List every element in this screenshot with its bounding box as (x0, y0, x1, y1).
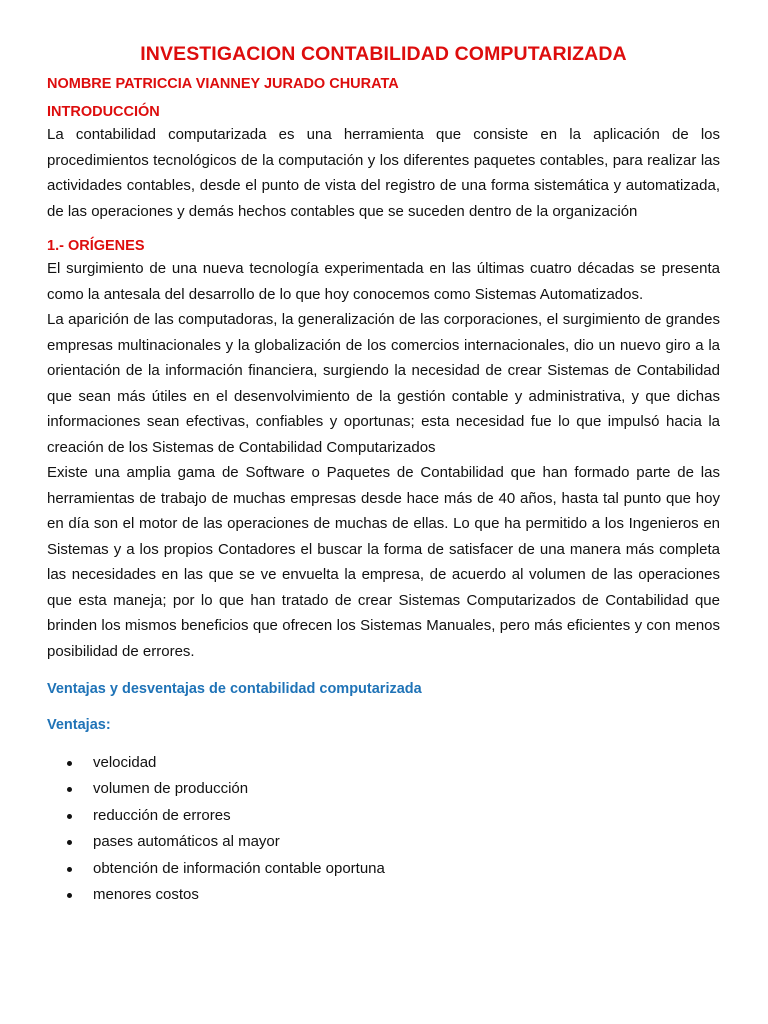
list-item-text: reducción de errores (93, 806, 231, 824)
advantages-heading: Ventajas: (47, 717, 111, 733)
origins-paragraph-1: El surgimiento de una nueva tecnología experimentada en las últimas cuatro décadas se presenta como la antesala del desarrollo de lo que hoy conocemos como Sistemas Automatizados. (47, 260, 720, 303)
advantages-list (47, 750, 720, 908)
bullet-icon (67, 814, 72, 819)
introduction-heading: INTRODUCCIÓN (47, 104, 160, 120)
bullet-icon (67, 761, 72, 766)
bullet-icon (67, 840, 72, 845)
document-title: INVESTIGACION CONTABILIDAD COMPUTARIZADA (140, 43, 627, 65)
list-item (47, 750, 720, 776)
author-line: NOMBRE PATRICCIA VIANNEY JURADO CHURATA (47, 76, 399, 92)
list-item (47, 856, 720, 882)
list-item-text: obtención de información contable oportuna (93, 859, 385, 877)
list-item (47, 803, 720, 829)
list-item-text: velocidad (93, 754, 157, 771)
list-item-text: menores costos (93, 886, 199, 904)
origins-paragraph-2: La aparición de las computadoras, la generalización de las corporaciones, el surgimiento de grandes empresas multinacionales y la globalización de los comercios internacionales, dio un nuevo giro a la orientación de la información financiera, surgiendo la necesidad de crear Sistemas de Contabilidad que sean más útiles en el desenvolvimiento de la gestión contable y administrativa, y que dichas informaciones sean efectivas, confiables y oportunas; esta necesidad fue lo que impulsó hacia la creación de los Sistemas de Contabilidad Computarizados (47, 311, 720, 456)
list-item (47, 882, 720, 908)
list-item (47, 776, 720, 802)
list-item-text: volumen de producción (93, 780, 249, 798)
bullet-icon (67, 787, 72, 792)
advantages-disadvantages-heading: Ventajas y desventajas de contabilidad computarizada (47, 681, 422, 697)
introduction-paragraph: La contabilidad computarizada es una herramienta que consiste en la aplicación de los procedimientos tecnológicos de la computación y los diferentes paquetes contables, para realizar las actividades contables, desde el punto de vista del registro de una forma sistemática y automatizada, de las operaciones y demás hechos contables que se suceden dentro de la organización (47, 126, 720, 220)
origins-heading: 1.- ORÍGENES (47, 238, 145, 254)
list-item (47, 829, 720, 855)
bullet-icon (67, 893, 72, 898)
bullet-icon (67, 867, 72, 872)
list-item-text: pases automáticos al mayor (93, 833, 280, 851)
origins-paragraph-3: Existe una amplia gama de Software o Paquetes de Contabilidad que han formado parte de las herramientas de trabajo de muchas empresas desde hace más de 40 años, hasta tal punto que hoy en día son el motor de las operaciones de muchas de ellas. Lo que ha permitido a los Ingenieros en Sistemas y a los propios Contadores el buscar la forma de satisfacer de una manera más completa las necesidades en las que se ve envuelta la empresa, de acuerdo al volumen de las operaciones que esta maneja; por lo que han tratado de crear Sistemas Computarizados de Contabilidad que brinden los mismos beneficios que ofrecen los Sistemas Manuales, pero más eficientes y con menos posibilidad de errores. (47, 464, 720, 660)
